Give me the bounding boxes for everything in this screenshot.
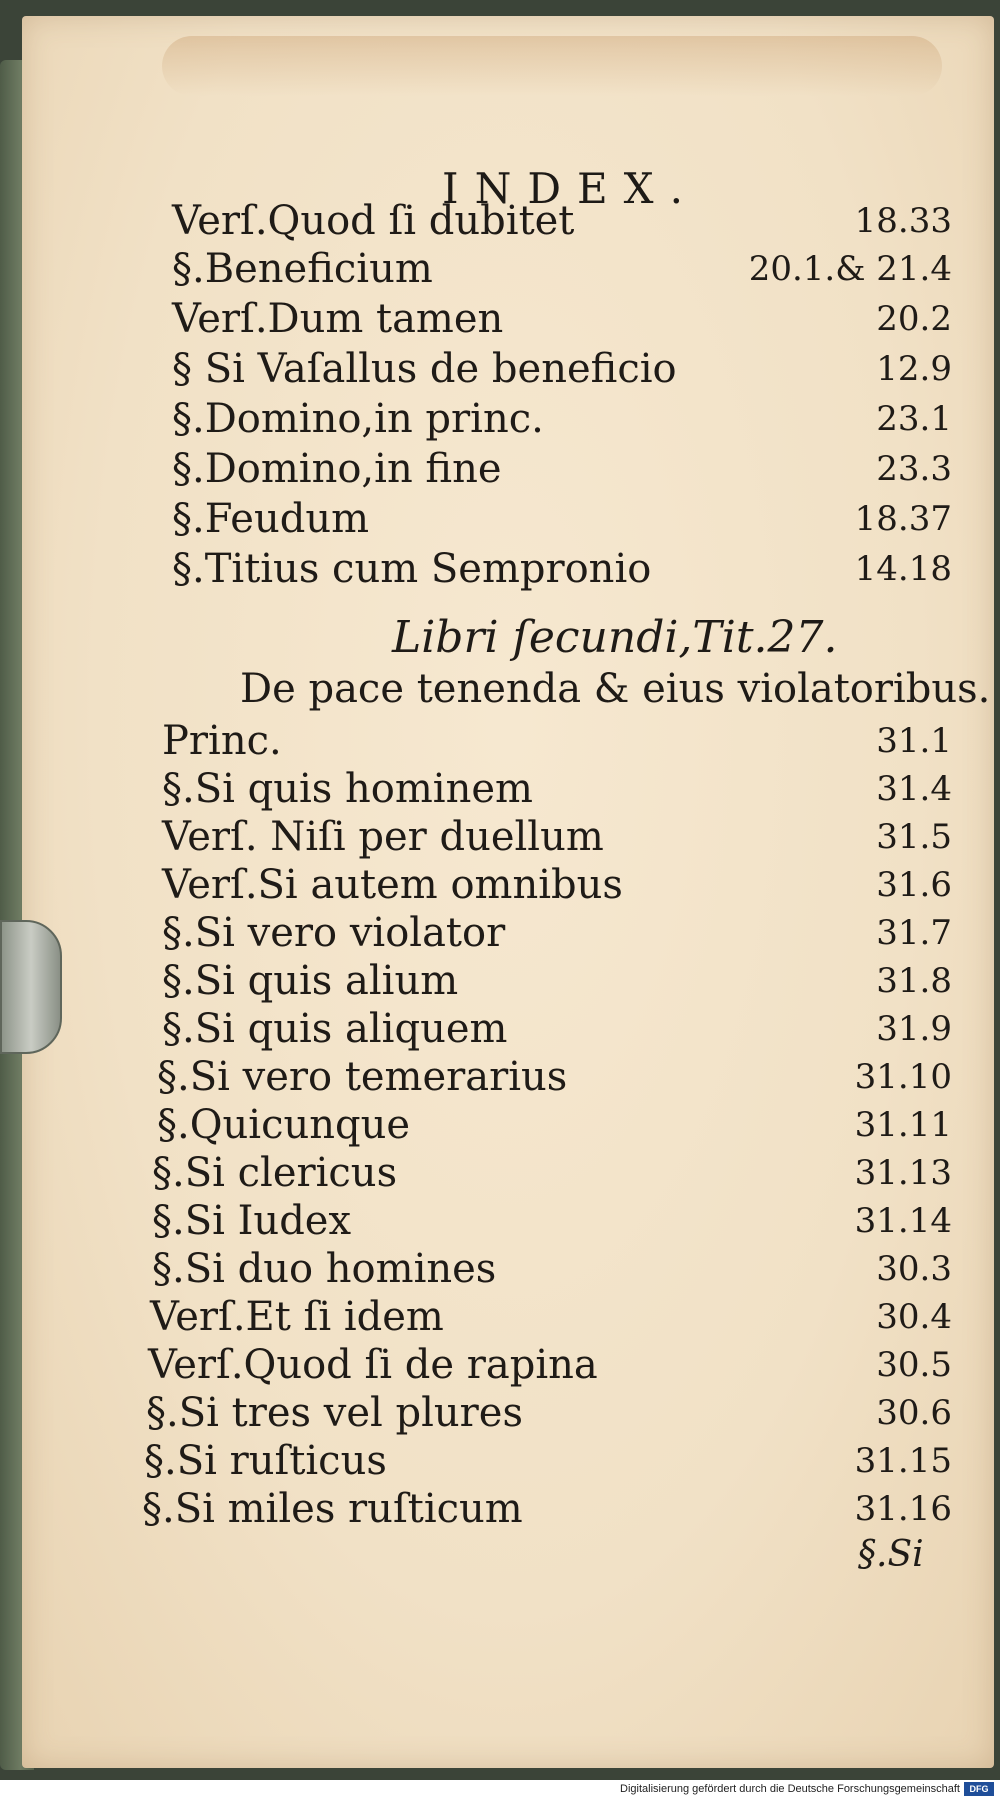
index-entry bbox=[22, 1006, 982, 1052]
index-entry bbox=[22, 296, 982, 342]
entry-ref: 30.6 bbox=[876, 1393, 952, 1433]
entry-label: Verſ.Quod ſi dubitet bbox=[172, 198, 575, 244]
index-entry bbox=[22, 396, 982, 442]
index-entry bbox=[22, 862, 982, 908]
entry-label: Verſ.Et ſi idem bbox=[150, 1294, 444, 1340]
section-subtitle: De pace tenenda & eius violatoribus. bbox=[240, 666, 991, 712]
entry-ref: 20.1.& 21.4 bbox=[748, 249, 952, 289]
index-entry bbox=[22, 1102, 982, 1148]
entry-label: §.Si clericus bbox=[152, 1150, 398, 1196]
entry-ref: 30.5 bbox=[876, 1345, 952, 1385]
index-entry bbox=[22, 766, 982, 812]
index-entry bbox=[22, 1486, 982, 1532]
entry-label: §.Si tres vel plures bbox=[146, 1390, 523, 1436]
index-entry bbox=[22, 1054, 982, 1100]
entry-label: Verſ.Quod ſi de rapina bbox=[148, 1342, 598, 1388]
entry-ref: 31.14 bbox=[854, 1201, 952, 1241]
entry-ref: 31.1 bbox=[876, 721, 952, 761]
entry-ref: 12.9 bbox=[876, 349, 952, 389]
catchword: §.Si bbox=[858, 1534, 924, 1575]
entry-label: Verſ.Dum tamen bbox=[172, 296, 504, 342]
entry-label: §.Si Iudex bbox=[152, 1198, 352, 1244]
index-entry bbox=[22, 1246, 982, 1292]
entry-ref: 18.33 bbox=[854, 201, 952, 241]
entry-ref: 23.1 bbox=[876, 399, 952, 439]
index-entry bbox=[22, 346, 982, 392]
entry-ref: 31.5 bbox=[876, 817, 952, 857]
entry-label: §.Si ruſticus bbox=[144, 1438, 387, 1484]
entry-label: §.Si vero violator bbox=[162, 910, 506, 956]
page-title: INDEX. bbox=[442, 164, 699, 213]
entry-ref: 31.7 bbox=[876, 913, 952, 953]
index-entry bbox=[22, 198, 982, 244]
entry-ref: 18.37 bbox=[854, 499, 952, 539]
entry-ref: 31.15 bbox=[854, 1441, 952, 1481]
entry-ref: 31.10 bbox=[854, 1057, 952, 1097]
section-heading: Libri ſecundi,Tit.27. bbox=[392, 612, 838, 663]
index-entry bbox=[22, 718, 982, 764]
index-entry bbox=[22, 1342, 982, 1388]
entry-ref: 30.3 bbox=[876, 1249, 952, 1289]
digitization-footer bbox=[0, 1780, 1000, 1798]
entry-label: §.Domino,in princ. bbox=[172, 396, 544, 442]
entry-label: §.Si quis aliquem bbox=[162, 1006, 508, 1052]
entry-ref: 20.2 bbox=[876, 299, 952, 339]
index-entry bbox=[22, 1438, 982, 1484]
index-entry bbox=[22, 1150, 982, 1196]
entry-label: § Si Vaſallus de beneficio bbox=[172, 346, 677, 392]
index-entry bbox=[22, 910, 982, 956]
entry-ref: 14.18 bbox=[854, 549, 952, 589]
entry-ref: 23.3 bbox=[876, 449, 952, 489]
index-entry bbox=[22, 1198, 982, 1244]
entry-label: §.Beneficium bbox=[172, 246, 433, 292]
entry-label: §.Quicunque bbox=[157, 1102, 411, 1148]
entry-label: Princ. bbox=[162, 718, 282, 764]
entry-ref: 31.4 bbox=[876, 769, 952, 809]
index-entry bbox=[22, 958, 982, 1004]
entry-label: §.Si duo homines bbox=[152, 1246, 497, 1292]
entry-ref: 31.11 bbox=[854, 1105, 952, 1145]
page-stain bbox=[162, 36, 942, 96]
book-page bbox=[22, 16, 994, 1768]
dfg-logo: DFG bbox=[964, 1782, 994, 1796]
entry-ref: 31.13 bbox=[854, 1153, 952, 1193]
entry-label: §.Si miles ruſticum bbox=[142, 1486, 523, 1532]
entry-label: Verſ. Niſi per duellum bbox=[162, 814, 604, 860]
book-clasp bbox=[0, 920, 62, 1054]
entry-label: §.Titius cum Sempronio bbox=[172, 546, 652, 592]
entry-label: §.Si quis alium bbox=[162, 958, 459, 1004]
entry-ref: 30.4 bbox=[876, 1297, 952, 1337]
entry-ref: 31.6 bbox=[876, 865, 952, 905]
entry-label: Verſ.Si autem omnibus bbox=[162, 862, 623, 908]
index-entry bbox=[22, 496, 982, 542]
index-entry bbox=[22, 1390, 982, 1436]
entry-ref: 31.16 bbox=[854, 1489, 952, 1529]
entry-label: §.Si vero temerarius bbox=[157, 1054, 568, 1100]
entry-label: §.Domino,in fine bbox=[172, 446, 502, 492]
entry-label: §.Feudum bbox=[172, 496, 370, 542]
index-entry bbox=[22, 246, 982, 292]
footer-credit: Digitalisierung gefördert durch die Deutsche Forschungsgemeinschaft bbox=[620, 1783, 960, 1795]
entry-ref: 31.8 bbox=[876, 961, 952, 1001]
index-entry bbox=[22, 546, 982, 592]
entry-ref: 31.9 bbox=[876, 1009, 952, 1049]
index-entry bbox=[22, 446, 982, 492]
index-entry bbox=[22, 1294, 982, 1340]
entry-label: §.Si quis hominem bbox=[162, 766, 533, 812]
index-entry bbox=[22, 814, 982, 860]
